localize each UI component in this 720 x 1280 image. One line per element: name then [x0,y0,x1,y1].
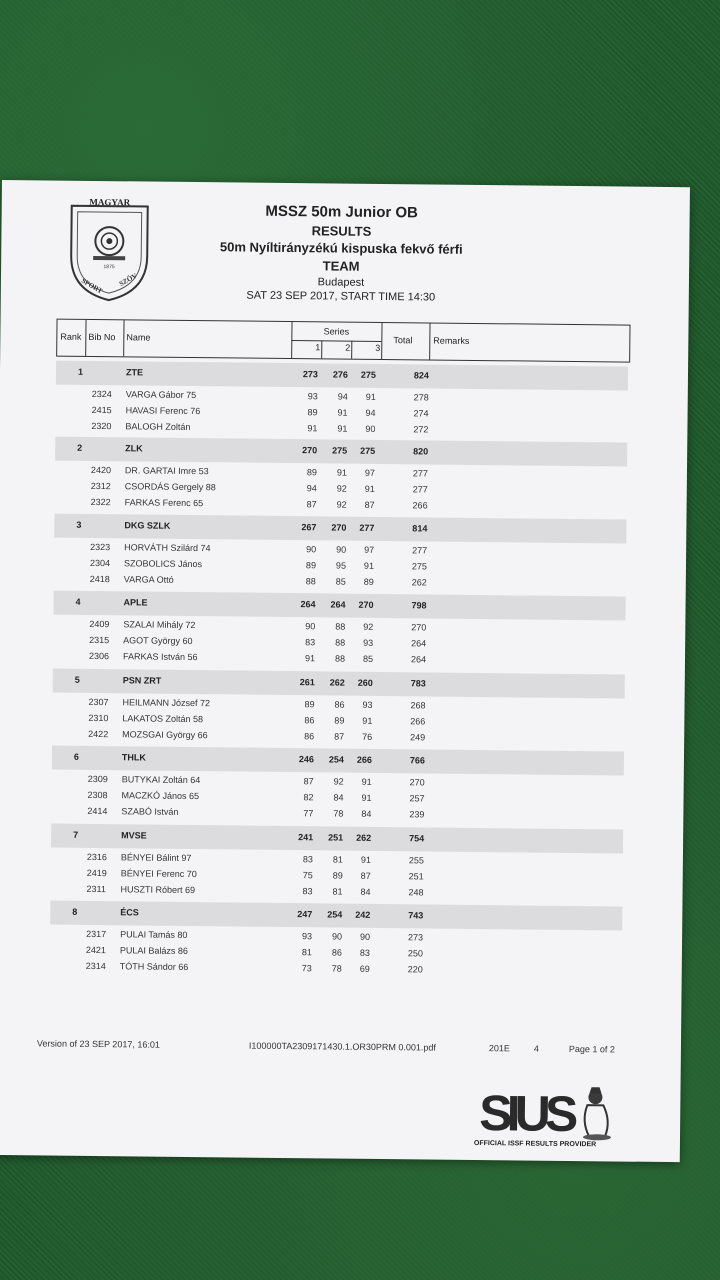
team-rank: 8 [72,906,78,917]
team-row [53,591,625,621]
athlete-series-1: 94 [306,483,317,494]
team-series-2: 270 [331,522,347,533]
team-row [51,824,623,854]
team-rank: 6 [73,751,80,762]
athlete-bib: 2322 [90,496,111,508]
athlete-series-1: 93 [307,391,318,402]
col-series: Series [291,322,381,342]
col-name: Name [126,332,151,343]
athlete-total: 250 [407,948,423,959]
athlete-series-1: 89 [304,699,315,710]
athlete-series-3: 69 [359,963,370,974]
athlete-series-1: 89 [307,407,318,418]
athlete-series-1: 86 [304,731,315,742]
athlete-series-1: 82 [303,792,314,803]
team-name: PSN ZRT [122,675,162,686]
athlete-total: 275 [411,561,428,572]
team-series-1: 247 [297,909,313,920]
athlete-total: 262 [411,577,427,588]
athlete-series-2: 90 [332,931,343,942]
athlete-series-3: 90 [365,423,376,434]
col-series-2: 2 [345,342,351,353]
athlete-series-2: 95 [335,560,347,571]
athlete-series-3: 89 [363,576,374,587]
team-total: 743 [408,910,424,921]
athlete-series-2: 92 [336,499,347,510]
athlete-series-2: 91 [336,467,348,478]
team-rank: 4 [75,596,81,607]
team-row [50,901,622,931]
athlete-name: VARGA Gábor 75 [125,389,197,401]
team-name: APLE [123,597,148,608]
athlete-series-2: 92 [333,776,344,787]
team-total: 824 [413,370,430,381]
team-series-2: 275 [332,445,348,456]
team-rank: 1 [77,366,84,377]
team-series-3: 277 [359,522,375,533]
team-series-1: 264 [300,599,316,610]
athlete-total: 270 [411,622,427,633]
athlete-name: CSORDÁS Gergely 88 [124,481,216,493]
team-total: 814 [412,523,428,534]
team-name: THLK [121,752,147,763]
team-total: 754 [409,833,425,844]
athlete-name: MOZSGAI György 66 [122,729,208,741]
svg-text:MAGYAR: MAGYAR [89,196,131,208]
team-series-2: 254 [328,754,345,765]
athlete-bib: 2418 [89,573,110,585]
athlete-series-1: 90 [306,544,317,555]
athlete-bib: 2317 [86,928,107,940]
svg-text:SPORT: SPORT [79,276,104,296]
svg-text:SZÖV: SZÖV [117,271,139,288]
event-name: 50m Nyíltirányzékú kispuska fekvő férfi [219,239,463,257]
athlete-bib: 2316 [86,851,107,863]
team-series-1: 273 [302,369,319,380]
team-rank: 7 [73,829,79,840]
team-name: MVSE [121,830,147,841]
athlete-series-2: 91 [337,423,348,434]
athlete-total: 268 [410,700,426,711]
athlete-name: SZALAI Mihály 72 [123,619,196,631]
athlete-series-3: 87 [360,870,371,881]
athlete-series-1: 81 [301,947,312,958]
athlete-series-3: 76 [362,731,373,742]
sius-logo-text: SIUS [478,1085,576,1142]
athlete-total: 277 [412,484,428,495]
athlete-series-1: 89 [305,560,317,571]
col-bib: Bib No [88,331,116,343]
team-series-2: 251 [328,832,344,843]
team-series-2: 264 [330,599,346,610]
team-series-3: 275 [360,369,377,380]
athlete-series-2: 84 [333,792,344,803]
athlete-series-3: 97 [364,467,376,478]
athlete-name: SZABÓ István [121,806,179,817]
athlete-series-1: 91 [307,423,318,434]
athlete-series-3: 91 [362,715,373,726]
athlete-name: DR. GARTAI Imre 53 [124,465,209,477]
athlete-bib: 2311 [86,883,106,895]
team-total: 783 [410,678,426,689]
athlete-series-2: 90 [336,544,347,555]
athlete-series-3: 91 [364,483,375,494]
athlete-series-3: 85 [362,653,374,664]
team-name: ÉCS [120,907,139,918]
athlete-bib: 2315 [89,634,110,646]
competition-title: MSSZ 50m Junior OB [265,202,419,222]
athlete-name: BÉNYEI Bálint 97 [120,852,192,864]
athlete-series-1: 90 [305,621,316,632]
athlete-name: HAVASI Ferenc 76 [125,405,201,417]
team-series-2: 262 [329,677,345,688]
athlete-total: 270 [409,777,425,788]
athlete-series-1: 91 [304,653,316,664]
athlete-name: FARKAS Ferenc 65 [124,497,204,509]
col-rank: Rank [60,331,82,342]
athlete-series-3: 93 [362,699,373,710]
team-rank: 2 [77,442,83,453]
athlete-bib: 2312 [90,480,111,492]
athlete-name: BÉNYEI Ferenc 70 [120,868,197,880]
athlete-total: 277 [412,468,429,479]
athlete-name: AGOT György 60 [123,635,193,647]
athlete-name: PULAI Balázs 86 [119,945,189,956]
athlete-series-1: 73 [301,963,312,974]
athlete-series-2: 89 [332,870,343,881]
athlete-total: 248 [408,887,424,898]
athlete-series-2: 78 [331,963,342,974]
team-series-3: 275 [360,445,376,456]
team-series-1: 246 [298,754,315,765]
athlete-name: TÓTH Sándor 66 [119,961,189,972]
athlete-total: 239 [409,809,425,820]
team-total: 798 [411,600,427,611]
sheet-code: 201E [488,1043,511,1054]
athlete-series-1: 88 [305,576,316,587]
team-series-3: 242 [355,909,371,920]
results-sheet [0,180,690,1162]
athlete-series-2: 88 [335,621,346,632]
athlete-series-3: 83 [359,947,370,958]
team-row [56,361,628,391]
team-total: 766 [409,755,425,766]
team-series-3: 260 [357,677,373,688]
team-total: 820 [413,446,429,457]
athlete-series-2: 89 [334,715,345,726]
athlete-total: 220 [407,964,423,975]
athlete-bib: 2421 [85,944,107,956]
team-series-1: 270 [302,445,318,456]
table-header [56,319,630,363]
athlete-series-2: 86 [331,947,342,958]
file-name: I100000TA2309171430.1.OR30PRM 0.001.pdf [248,1040,436,1053]
sius-logo [477,1080,628,1142]
athlete-series-2: 88 [335,637,346,648]
athlete-series-3: 94 [365,407,376,418]
athlete-bib: 2309 [87,773,108,785]
athlete-bib: 2323 [90,541,111,553]
athlete-series-2: 91 [337,407,348,418]
athlete-total: 266 [412,500,428,511]
federation-logo [63,196,156,305]
athlete-bib: 2314 [85,960,106,972]
team-series-3: 266 [356,754,372,765]
athlete-series-3: 92 [363,621,374,632]
athlete-bib: 2415 [91,404,112,416]
team-name: ZTE [125,367,144,378]
athlete-series-2: 87 [334,731,345,742]
athlete-bib: 2422 [88,728,109,740]
athlete-bib: 2304 [89,557,111,569]
athlete-total: 257 [409,793,425,804]
date-time: SAT 23 SEP 2017, START TIME 14:30 [246,289,436,304]
athlete-series-3: 87 [364,499,375,510]
team-row [52,746,624,776]
athlete-name: HEILMANN József 72 [122,697,211,709]
team-series-2: 276 [332,369,349,380]
athlete-name: FARKAS István 56 [122,651,198,663]
team-row [55,437,627,467]
athlete-series-3: 91 [360,854,371,865]
col-series-1: 1 [315,342,321,353]
col-remarks: Remarks [433,335,470,346]
page-number: Page 1 of 2 [568,1043,616,1055]
athlete-name: VARGA Ottó [123,574,174,585]
athlete-bib: 2409 [89,618,110,630]
team-series-3: 262 [356,832,372,843]
athlete-series-2: 81 [332,854,343,865]
team-rank: 3 [76,519,82,530]
sheet-number: 4 [533,1043,540,1054]
athlete-series-2: 86 [334,699,345,710]
athlete-bib: 2419 [86,867,107,879]
athlete-bib: 2306 [88,650,110,662]
version-info: Version of 23 SEP 2017, 16:01 [36,1038,160,1050]
svg-text:1875: 1875 [103,264,115,271]
athlete-bib: 2320 [91,420,112,432]
team-name: ZLK [125,443,143,454]
athlete-total: 264 [411,638,427,649]
team-series-1: 241 [298,832,314,843]
athlete-bib: 2324 [91,388,112,400]
sius-tagline: OFFICIAL ISSF RESULTS PROVIDER [473,1139,597,1149]
athlete-name: HORVÁTH Szilárd 74 [124,542,211,554]
athlete-bib: 2307 [88,696,109,708]
athlete-series-3: 90 [360,931,371,942]
athlete-series-3: 91 [363,560,375,571]
athlete-series-3: 84 [361,808,372,819]
athlete-series-1: 75 [302,870,313,881]
athlete-name: BALOGH Zoltán [125,421,191,432]
athlete-name: BUTYKAI Zoltán 64 [121,774,201,786]
athlete-series-2: 78 [333,808,344,819]
athlete-series-3: 91 [361,792,372,803]
athlete-total: 278 [413,392,429,403]
athlete-series-3: 91 [361,776,372,787]
results-heading: RESULTS [311,223,372,239]
athlete-series-3: 93 [363,637,374,648]
athlete-bib: 2414 [87,805,108,817]
athlete-series-3: 97 [364,544,375,555]
athlete-bib: 2310 [88,712,109,724]
athlete-series-1: 89 [306,467,318,478]
team-row [53,669,625,699]
team-row [54,514,626,544]
athlete-series-1: 87 [303,776,314,787]
team-series-1: 261 [299,677,315,688]
team-series-3: 270 [358,599,374,610]
athlete-series-3: 91 [365,391,376,402]
athlete-series-1: 86 [304,715,315,726]
location: Budapest [317,276,365,289]
athlete-total: 277 [412,545,428,556]
team-series-2: 254 [327,909,343,920]
athlete-bib: 2308 [87,789,108,801]
athlete-series-2: 85 [335,576,346,587]
athlete-series-2: 92 [336,483,347,494]
athlete-series-1: 93 [302,931,313,942]
athlete-total: 255 [408,855,424,866]
athlete-bib: 2420 [90,464,112,476]
athlete-total: 266 [410,716,426,727]
athlete-total: 274 [413,408,429,419]
athlete-total: 251 [408,871,424,882]
athlete-total: 264 [410,654,427,665]
col-total: Total [393,335,413,346]
athlete-total: 272 [413,424,429,435]
team-series-1: 267 [301,522,317,533]
athlete-name: PULAI Tamás 80 [120,929,188,940]
athlete-series-2: 88 [334,653,346,664]
category-label: TEAM [322,258,360,274]
athlete-series-3: 84 [360,886,371,897]
athlete-total: 273 [408,932,424,943]
athlete-series-1: 87 [306,499,317,510]
athlete-series-1: 83 [305,637,316,648]
team-rank: 5 [74,674,80,685]
col-series-3: 3 [375,342,381,353]
athlete-name: SZOBOLICS János [123,558,203,570]
athlete-series-2: 81 [332,886,343,897]
athlete-series-1: 77 [303,808,314,819]
athlete-series-2: 94 [337,391,348,402]
athlete-series-1: 83 [302,886,313,897]
athlete-series-1: 83 [302,854,313,865]
athlete-total: 249 [410,732,426,743]
team-name: DKG SZLK [124,520,171,531]
athlete-name: MACZKÓ János 65 [121,790,200,802]
athlete-name: HUSZTI Róbert 69 [120,884,196,896]
athlete-name: LAKATOS Zoltán 58 [122,713,204,725]
